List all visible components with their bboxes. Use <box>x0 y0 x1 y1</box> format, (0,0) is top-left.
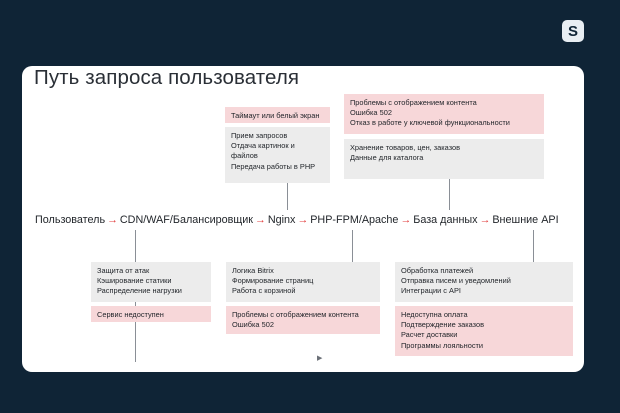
flow-arrow-icon: → <box>400 214 412 226</box>
flow-arrow-icon: → <box>107 214 118 226</box>
flow-node-db: База данных <box>413 214 478 226</box>
slide-title: Путь запроса пользователя <box>34 66 300 89</box>
flow-node-cdn: CDN/WAF/Балансировщик <box>119 214 254 226</box>
connector-db <box>449 179 450 210</box>
flow-node-user: Пользователь <box>35 214 106 226</box>
nginx-problem-box: Таймаут или белый экран <box>225 107 330 123</box>
slide-card <box>22 66 584 372</box>
connector-php <box>352 230 353 262</box>
flow-arrow-icon: → <box>479 214 491 226</box>
mouse-cursor-icon: ▶ <box>317 355 323 362</box>
flow-arrow-icon: → <box>297 214 309 226</box>
flow-node-nginx: Nginx <box>267 214 296 226</box>
flow-arrow-icon: → <box>255 214 266 226</box>
request-flow <box>35 214 575 226</box>
db-problem-box: Проблемы с отображением контента Ошибка 502 Отказ в работе у ключевой функциональности <box>344 94 544 134</box>
connector-api <box>533 230 534 262</box>
connector-nginx <box>287 183 288 210</box>
api-problem-box: Недоступна оплата Подтверждение заказов Расчет доставки Программы лояльности <box>395 306 573 356</box>
api-info-box: Обработка платежей Отправка писем и уведомлений Интеграции с API <box>395 262 573 302</box>
flow-node-php: PHP-FPM/Apache <box>310 214 399 226</box>
cdn-problem-box: Сервис недоступен <box>91 306 211 322</box>
brand-logo: S <box>562 20 584 42</box>
php-info-box: Логика Bitrix Формирование страниц Работа с корзиной <box>226 262 380 302</box>
cdn-info-box: Защита от атак Кэширование статики Распределение нагрузки <box>91 262 211 302</box>
db-info-box: Хранение товаров, цен, заказов Данные для каталога <box>344 139 544 179</box>
php-problem-box: Проблемы с отображением контента Ошибка 502 <box>226 306 380 334</box>
nginx-info-box: Прием запросов Отдача картинок и файлов Передача работы в PHP <box>225 127 330 183</box>
flow-node-api: Внешние API <box>492 214 559 226</box>
